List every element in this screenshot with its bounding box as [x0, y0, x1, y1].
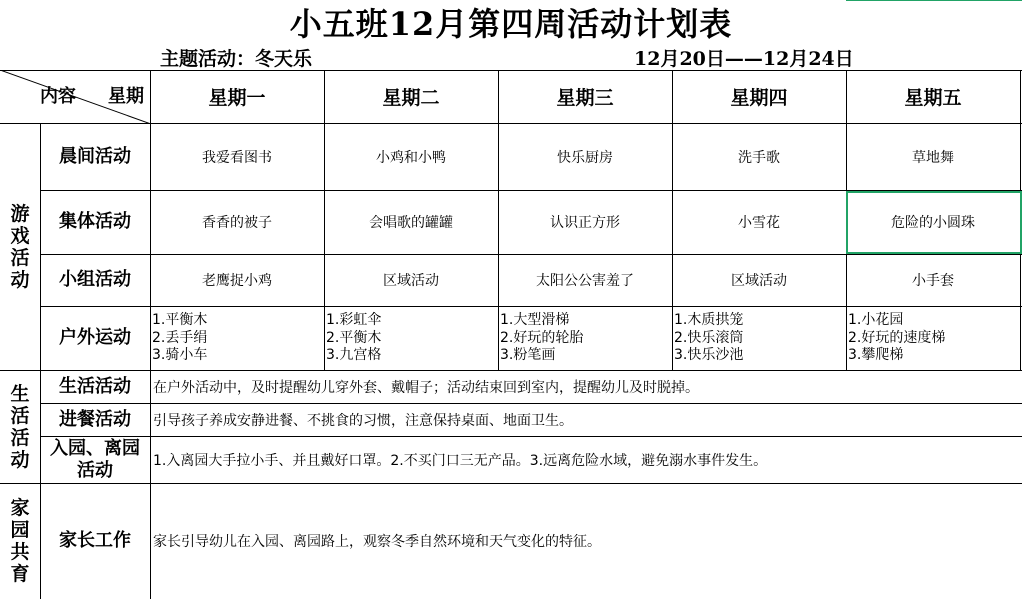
day-header-wed[interactable]: 星期三: [556, 87, 614, 109]
day-header-thu[interactable]: 星期四: [730, 87, 788, 109]
section-char: 共: [10, 541, 30, 563]
list-item: 3.快乐沙池: [674, 347, 744, 363]
cell-group-tue[interactable]: 会唱歌的罐罐: [369, 215, 453, 231]
section-char: 活: [10, 404, 30, 427]
cell-morning-mon[interactable]: 我爱看图书: [202, 149, 272, 166]
cell-group-fri[interactable]: 危险的小圆珠: [891, 215, 975, 231]
date-range: 12月20日——12月24日: [634, 48, 854, 70]
cell-meal-text[interactable]: 引导孩子养成安静进餐、不挑食的习惯，注意保持桌面、地面卫生。: [153, 412, 573, 429]
list-item: 1.小花园: [848, 312, 904, 328]
list-item: 3.粉笔画: [500, 347, 556, 363]
section-char: 动: [10, 268, 30, 291]
section-game[interactable]: [0, 123, 40, 370]
cell-morning-thu[interactable]: 洗手歌: [738, 149, 780, 166]
section-char: 戏: [10, 224, 30, 247]
cell-outdoor-thu[interactable]: [672, 306, 846, 370]
row-label-entry-line: 活动: [77, 459, 113, 481]
day-header-tue[interactable]: 星期二: [382, 87, 440, 109]
row-label-entry-line: 入园、离园: [50, 437, 140, 459]
list-item: 2.丢手绢: [152, 329, 208, 346]
row-label-group[interactable]: 集体活动: [59, 211, 131, 232]
list-item: 3.九宫格: [326, 347, 382, 363]
cell-entry-text[interactable]: 1.入离园大手拉小手、并且戴好口罩。2.不买门口三无产品。3.远离危险水域，避免溺水事件发生。: [153, 452, 768, 469]
row-label-parent[interactable]: 家长工作: [59, 530, 131, 551]
cell-small-fri[interactable]: 小手套: [912, 273, 954, 289]
cell-morning-tue[interactable]: 小鸡和小鸭: [376, 149, 446, 166]
cell-outdoor-tue[interactable]: [324, 306, 498, 370]
cell-small-tue[interactable]: 区域活动: [383, 273, 439, 289]
page-title: 小五班12月第四周活动计划表: [289, 5, 733, 43]
list-item: 1.彩虹伞: [326, 312, 382, 328]
row-label-entry[interactable]: [40, 436, 150, 483]
cell-parent-text[interactable]: 家长引导幼儿在入园、离园路上，观察冬季自然环境和天气变化的特征。: [153, 534, 601, 550]
list-item: 3.攀爬梯: [848, 347, 904, 363]
list-item: 2.好玩的轮胎: [500, 329, 584, 346]
section-char: 育: [10, 563, 30, 585]
row-label-small[interactable]: 小组活动: [59, 269, 131, 290]
cell-morning-fri[interactable]: 草地舞: [912, 149, 954, 166]
selection-edge: [846, 0, 1022, 1]
corner-weekday-label: 星期: [108, 86, 144, 107]
cell-outdoor-wed[interactable]: [498, 306, 672, 370]
corner-content-label: 内容: [40, 86, 76, 107]
list-item: 1.平衡木: [152, 312, 208, 328]
section-char: 家: [10, 497, 30, 519]
cell-outdoor-mon[interactable]: [150, 306, 324, 370]
cell-group-mon[interactable]: 香香的被子: [202, 215, 272, 231]
list-item: 2.好玩的速度梯: [848, 329, 946, 346]
section-char: 生: [10, 382, 30, 405]
cell-morning-wed[interactable]: 快乐厨房: [557, 149, 613, 166]
section-char: 动: [10, 448, 30, 471]
section-home[interactable]: [0, 483, 40, 599]
section-life[interactable]: [0, 370, 40, 483]
row-label-living[interactable]: 生活活动: [59, 375, 131, 397]
cell-group-wed[interactable]: 认识正方形: [550, 215, 620, 231]
cell-outdoor-fri[interactable]: [846, 306, 1020, 370]
list-item: 3.骑小车: [152, 347, 208, 363]
row-label-morning[interactable]: 晨间活动: [59, 145, 131, 167]
cell-small-thu[interactable]: 区域活动: [731, 273, 787, 289]
list-item: 1.木质拱笼: [674, 312, 744, 328]
list-item: 2.快乐滚筒: [674, 329, 744, 346]
section-char: 活: [10, 426, 30, 449]
row-label-meal[interactable]: 进餐活动: [59, 408, 131, 430]
day-header-mon[interactable]: 星期一: [208, 87, 266, 109]
list-item: 2.平衡木: [326, 329, 382, 346]
section-char: 园: [10, 519, 30, 541]
day-header-fri[interactable]: 星期五: [904, 87, 962, 109]
row-label-outdoor[interactable]: 户外运动: [59, 327, 131, 348]
section-char: 游: [10, 202, 30, 225]
cell-small-wed[interactable]: 太阳公公害羞了: [536, 273, 634, 289]
cell-living-text[interactable]: 在户外活动中，及时提醒幼儿穿外套、戴帽子；活动结束回到室内，提醒幼儿及时脱掉。: [153, 379, 699, 396]
cell-small-mon[interactable]: 老鹰捉小鸡: [202, 273, 272, 289]
list-item: 1.大型滑梯: [500, 312, 570, 328]
section-char: 活: [10, 246, 30, 269]
grid-line: [1020, 70, 1021, 370]
theme-label: 主题活动：冬天乐: [160, 48, 313, 70]
cell-group-thu[interactable]: 小雪花: [738, 215, 780, 231]
